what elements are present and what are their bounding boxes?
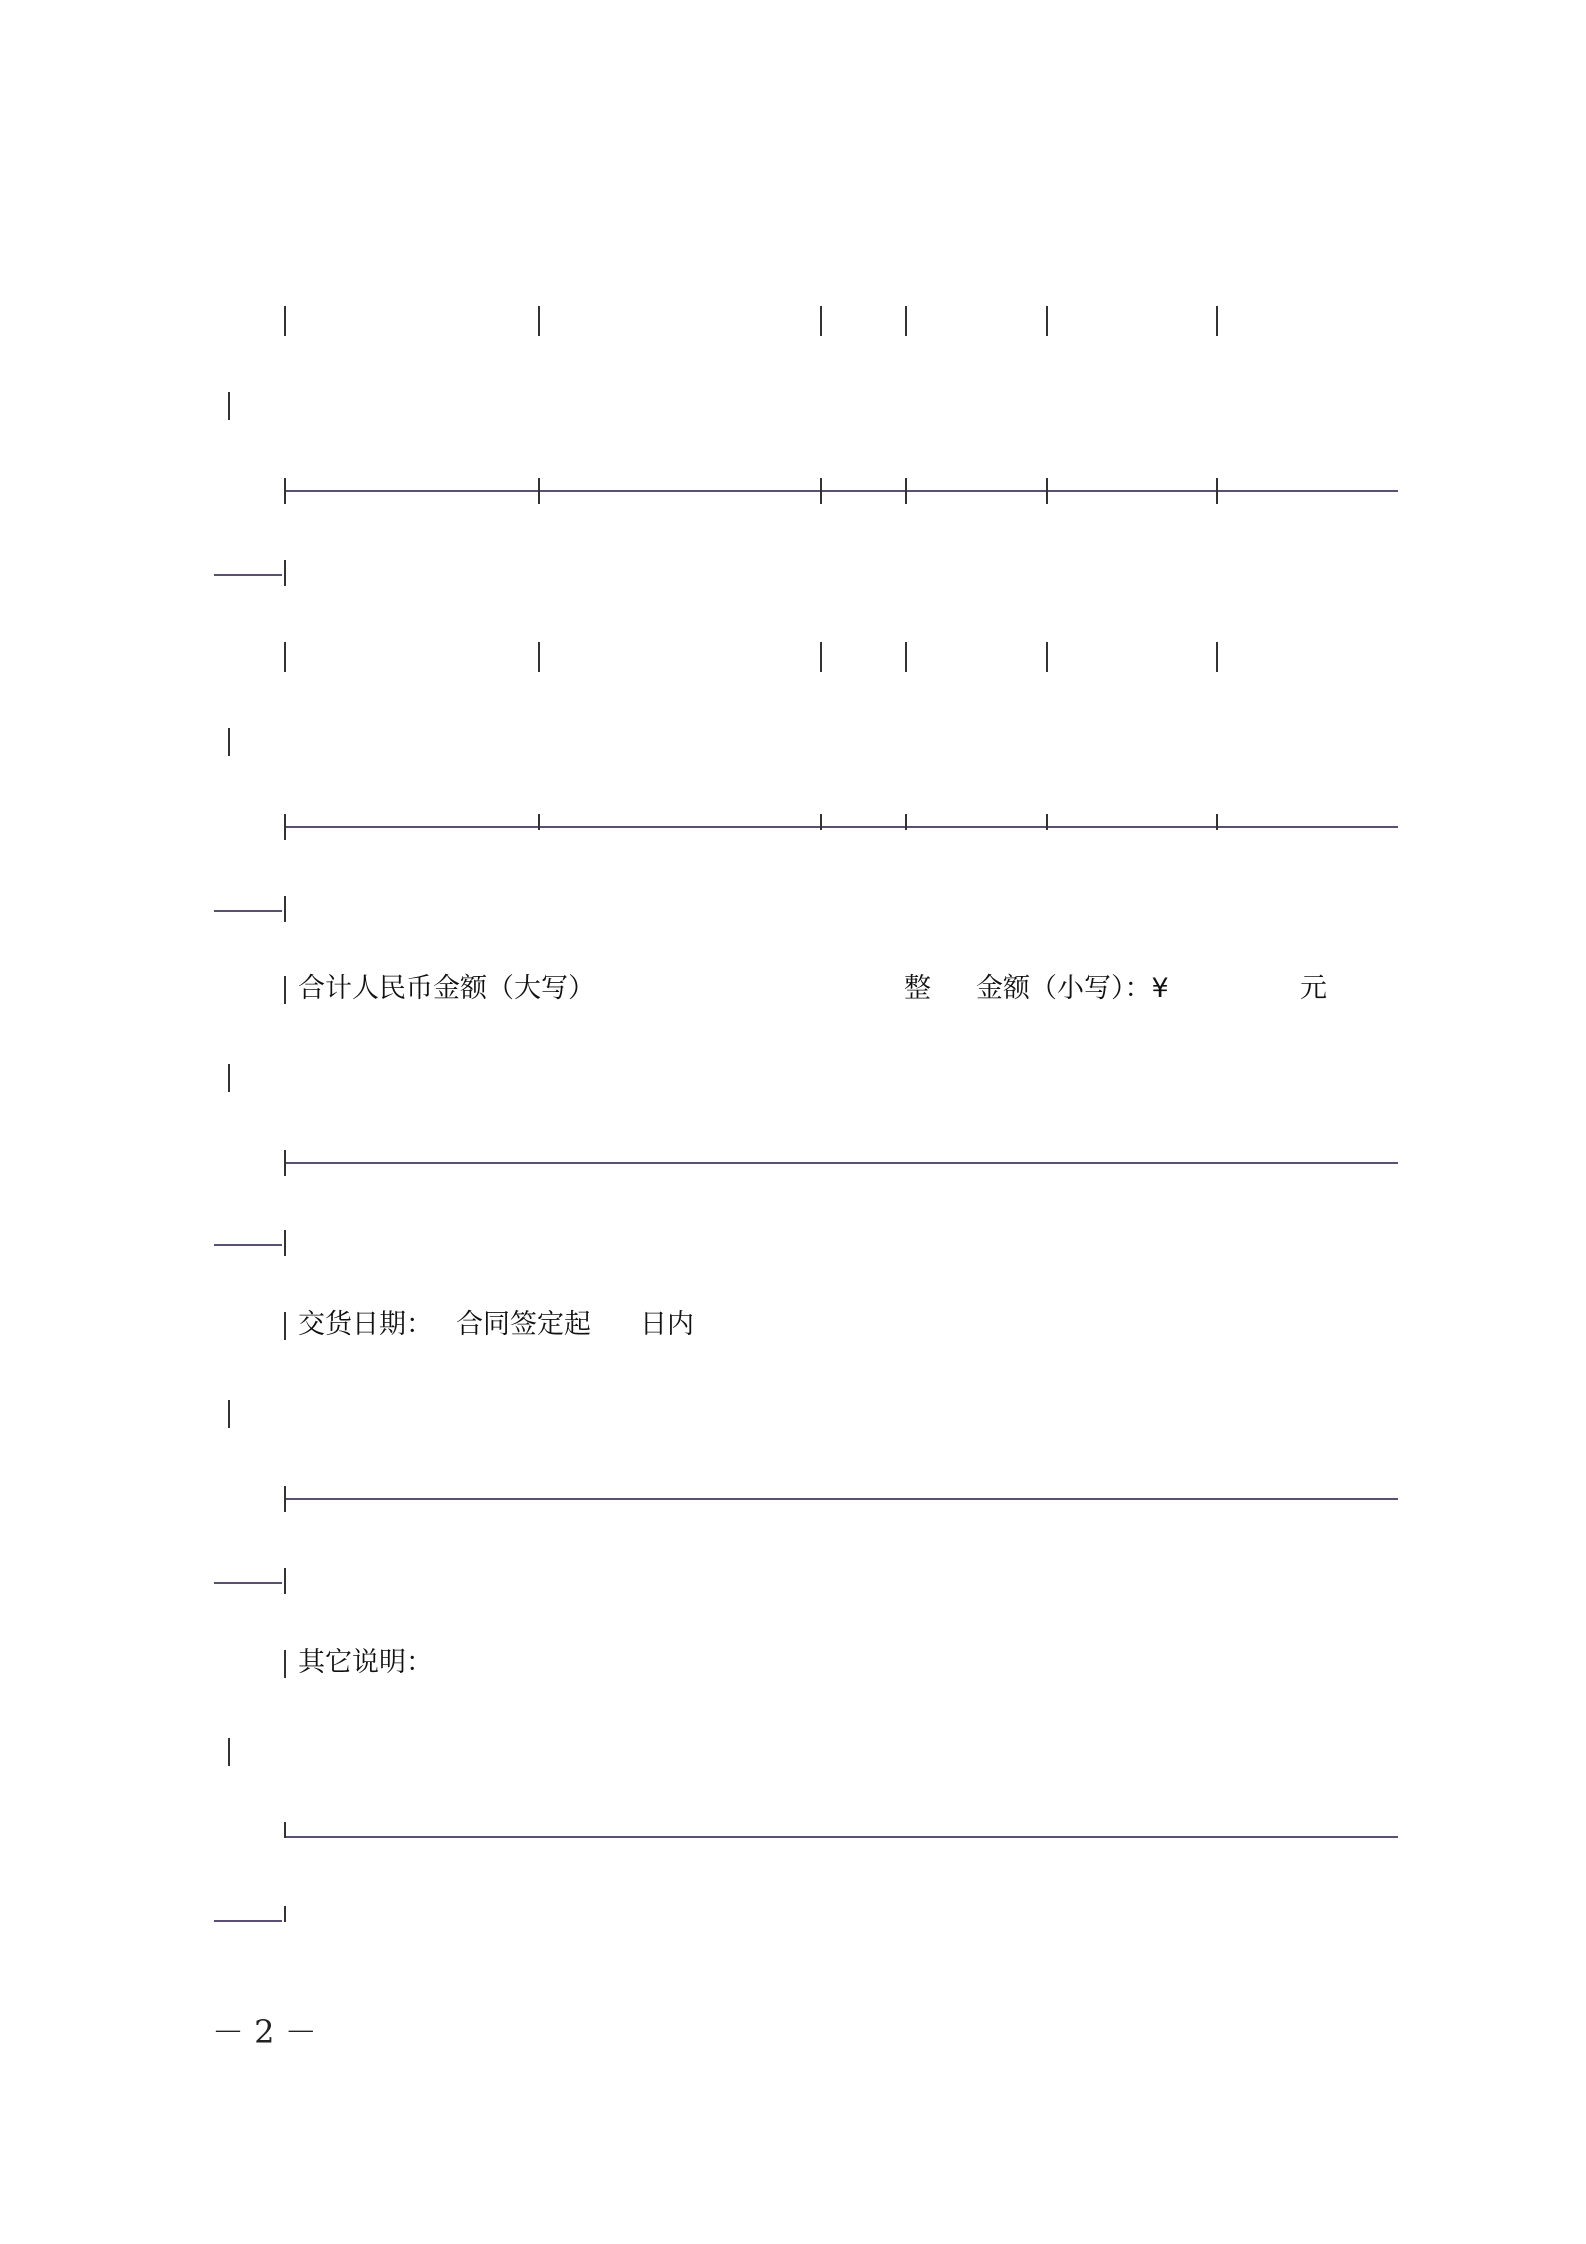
column-separator	[820, 478, 822, 504]
row-marker	[284, 1230, 286, 1256]
table-row-rule	[286, 1162, 1398, 1164]
delivery-within-label: 日内	[640, 1309, 694, 1340]
table-row-rule	[286, 1498, 1398, 1500]
other-notes-label: 其它说明：	[298, 1647, 433, 1678]
row-marker	[284, 1150, 286, 1176]
row-marker	[284, 1906, 286, 1922]
margin-line	[214, 910, 282, 912]
column-separator	[905, 306, 907, 336]
column-separator	[905, 478, 907, 504]
row-marker	[284, 1822, 286, 1838]
row-marker	[228, 1738, 230, 1766]
column-separator	[1046, 642, 1048, 672]
column-separator	[284, 814, 286, 840]
column-separator	[284, 478, 286, 504]
column-separator	[538, 478, 540, 504]
table-bottom-rule	[286, 1836, 1398, 1838]
delivery-from-label: 合同签定起	[456, 1309, 591, 1340]
table-row-rule	[286, 490, 1398, 492]
delivery-date-label: 交货日期：	[298, 1309, 433, 1340]
column-separator	[284, 642, 286, 672]
row-marker	[284, 1650, 286, 1678]
column-separator	[284, 306, 286, 336]
row-marker	[284, 1312, 286, 1340]
margin-line	[214, 1582, 282, 1584]
table-row-rule	[286, 826, 1398, 828]
whole-label: 整	[904, 973, 931, 1004]
column-separator	[905, 814, 907, 830]
margin-line	[214, 1244, 282, 1246]
margin-line	[214, 1920, 282, 1922]
column-separator	[1216, 306, 1218, 336]
column-separator	[1046, 814, 1048, 830]
row-marker	[228, 392, 230, 420]
column-separator	[538, 642, 540, 672]
column-separator	[1046, 306, 1048, 336]
row-marker	[284, 560, 286, 586]
column-separator	[820, 814, 822, 830]
column-separator	[1046, 478, 1048, 504]
column-separator	[1216, 814, 1218, 830]
row-marker	[284, 1486, 286, 1512]
column-separator	[538, 306, 540, 336]
total-amount-uppercase-label: 合计人民币金额（大写）	[298, 973, 595, 1004]
margin-line	[214, 574, 282, 576]
yuan-label: 元	[1300, 973, 1327, 1004]
row-marker	[284, 1568, 286, 1594]
row-marker	[284, 896, 286, 922]
column-separator	[538, 814, 540, 830]
amount-lowercase-label: 金额（小写）：¥	[976, 973, 1169, 1004]
column-separator	[820, 306, 822, 336]
column-separator	[820, 642, 822, 672]
column-separator	[1216, 478, 1218, 504]
row-marker	[228, 1400, 230, 1428]
column-separator	[905, 642, 907, 672]
page-number: － 2 －	[212, 2013, 317, 2051]
row-marker	[228, 1064, 230, 1092]
row-marker	[228, 728, 230, 756]
column-separator	[1216, 642, 1218, 672]
row-marker	[284, 976, 286, 1004]
